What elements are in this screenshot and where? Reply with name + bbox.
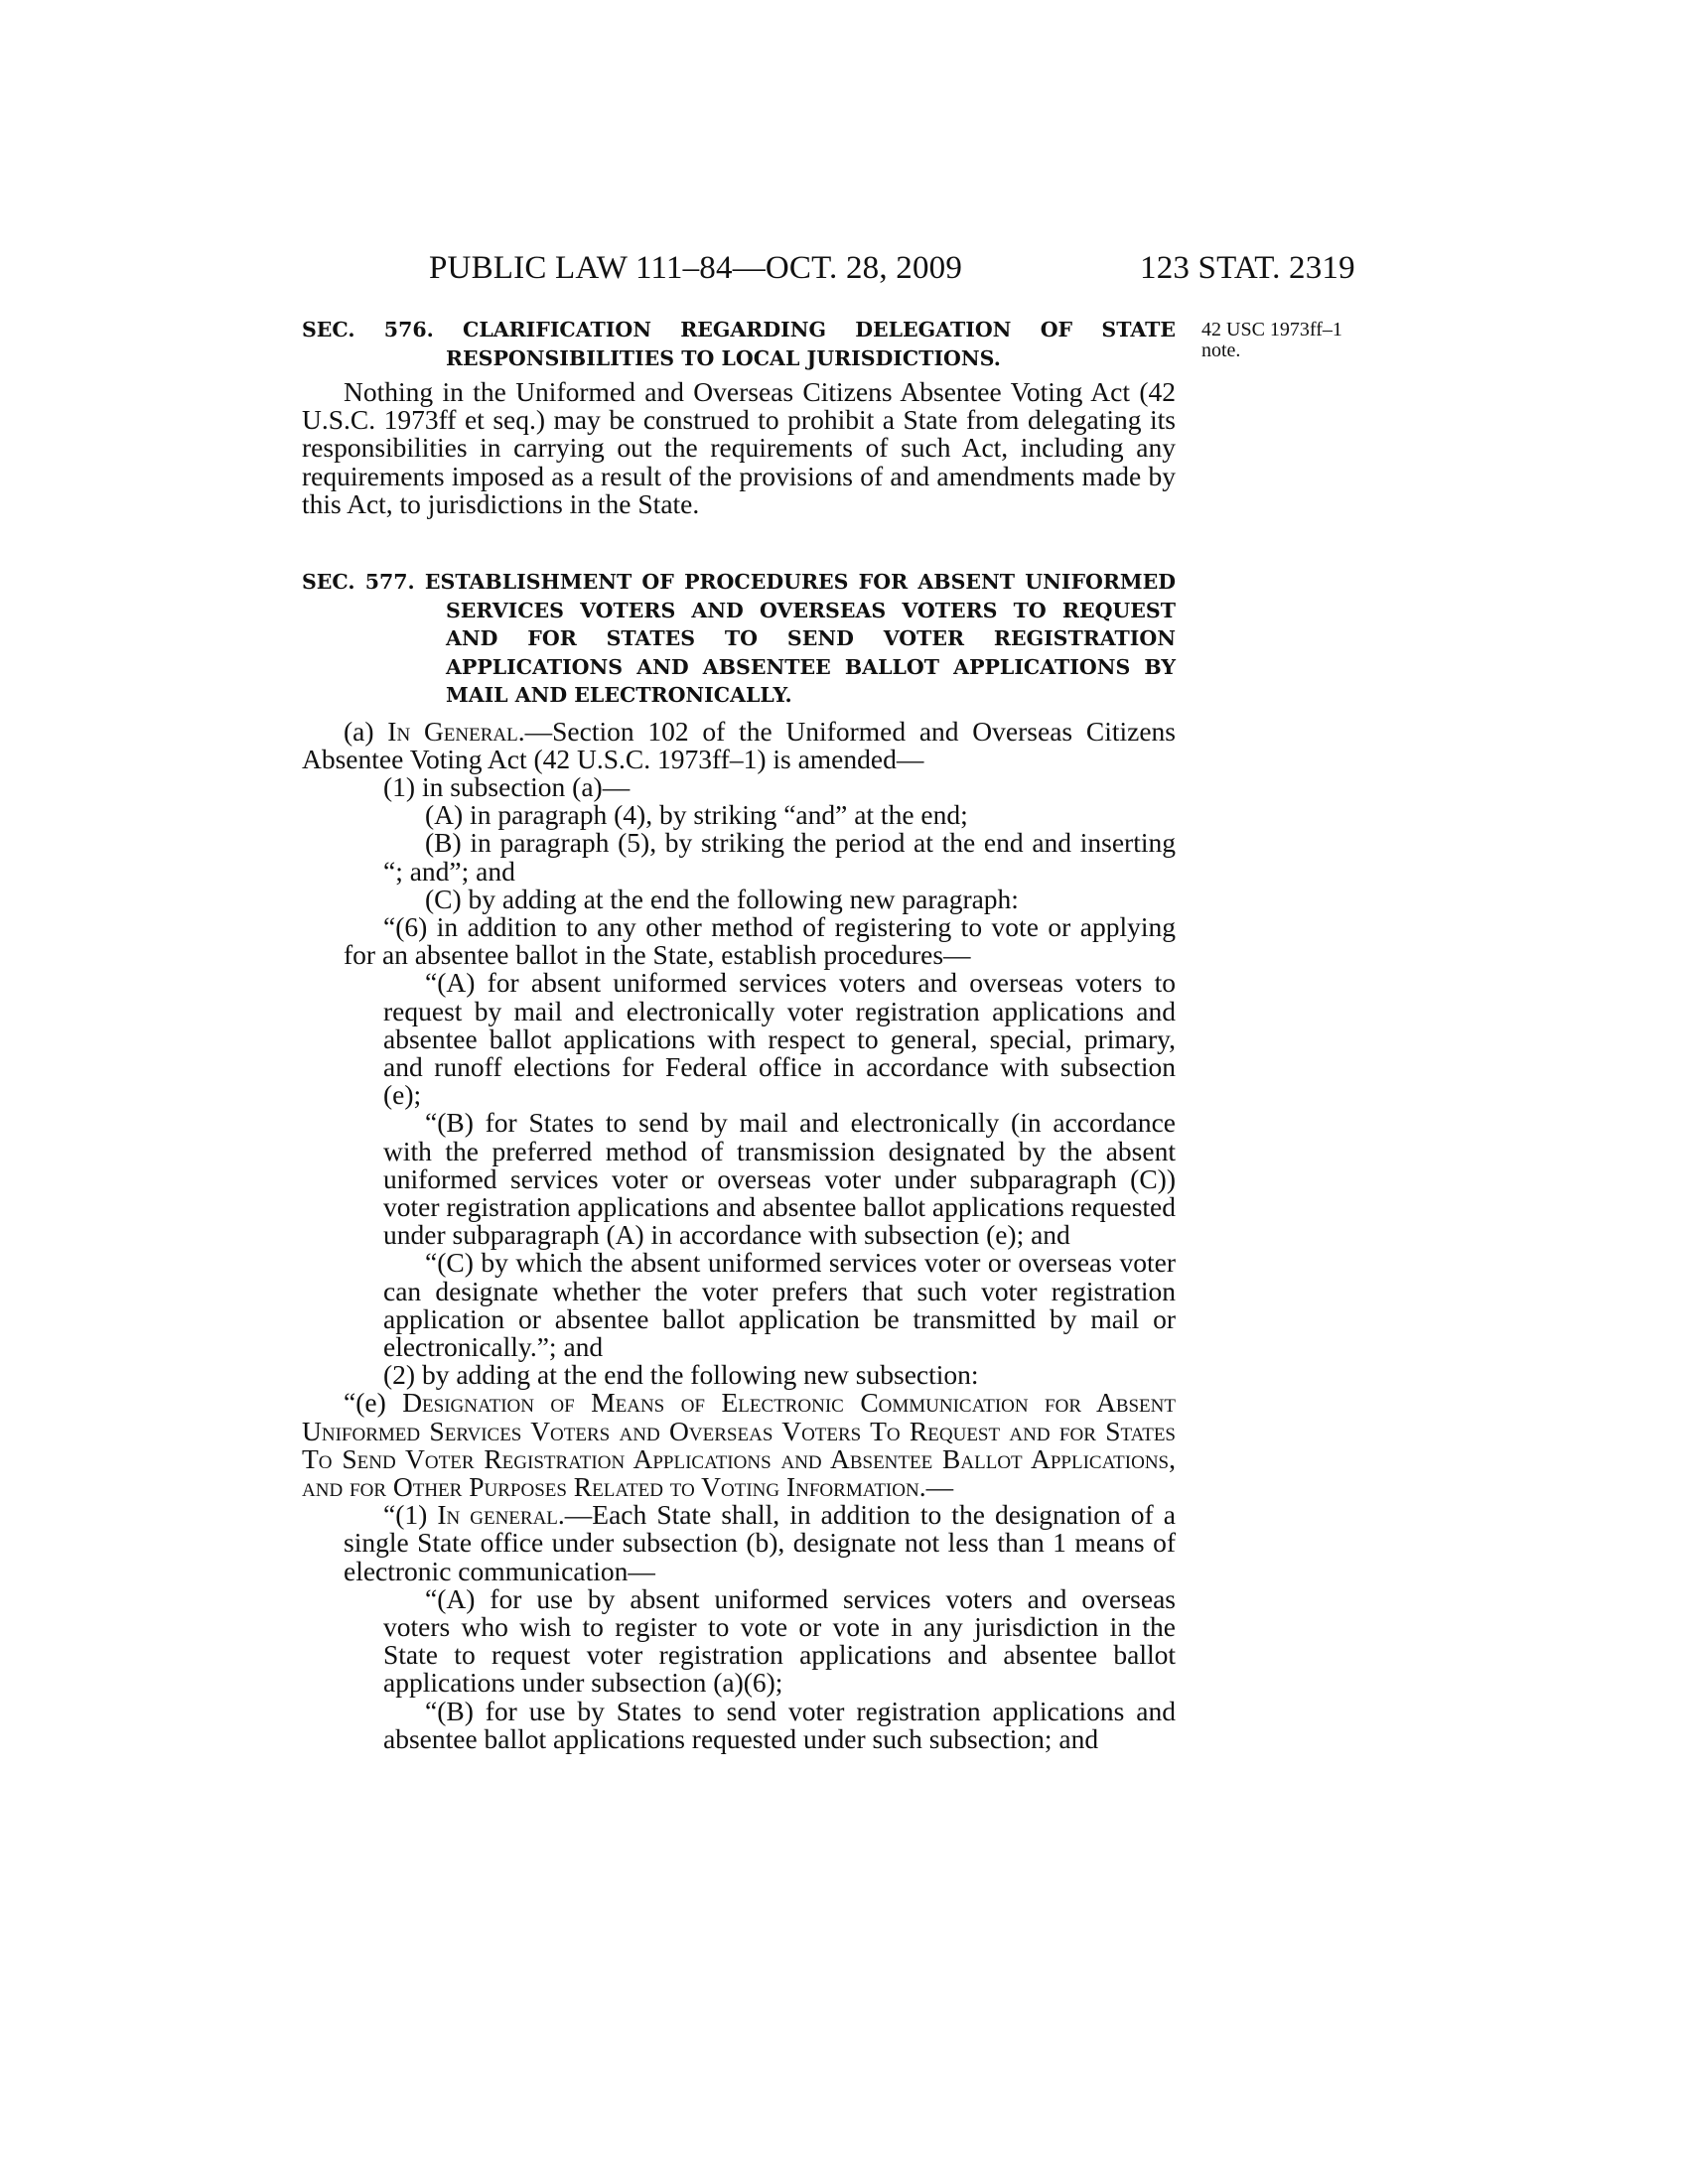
section-577 xyxy=(302,568,1176,1753)
quoted-paragraph-6-B: “(B) for States to send by mail and electronically (in accordance with the preferred method of transmission designated by the absent uniformed services voter or overseas voter under subparagraph (C)) voter registration applications and absentee ballot applications requested under subparagraph (A) in accordance with subsection (e); and xyxy=(383,1107,1176,1251)
section-576 xyxy=(302,316,1176,518)
paragraph-1-B: (B) in paragraph (5), by striking the period at the end and inserting “; and”; and xyxy=(383,827,1176,887)
subsection-a-heading: In General xyxy=(387,715,518,747)
paragraph-1-A: (A) in paragraph (4), by striking “and” at the end; xyxy=(425,799,968,831)
quoted-paragraph-6: “(6) in addition to any other method of registering to vote or applying for an absentee ballot in the State, establish procedures— xyxy=(344,910,1176,971)
section-576-heading: SEC. 576. CLARIFICATION REGARDING DELEGATION OF STATE RESPONSIBILITIES TO LOCAL JURISDICTIONS. xyxy=(302,318,1176,370)
section-577-heading: SEC. 577. ESTABLISHMENT OF PROCEDURES FOR ABSENT UNIFORMED SERVICES VOTERS AND OVERSEAS VOTERS TO REQUEST AND FOR STATES TO SEND VOTER REGISTRATION APPLICATIONS AND ABSENTEE BALLOT APPLICATIONS BY MAIL AND ELECTRONICALLY. xyxy=(302,570,1176,707)
statute-page-number: 123 STAT. 2319 xyxy=(1140,250,1355,286)
paragraph-2: (2) by adding at the end the following new subsection: xyxy=(383,1359,979,1391)
quoted-paragraph-e-1-B: “(B) for use by States to send voter registration applications and absentee ballot applications requested under such subsection; and xyxy=(383,1695,1176,1754)
paragraph-1: (1) in subsection (a)— xyxy=(383,770,631,802)
paragraph-e-1-text: .—Each State shall, in addition to the designation of a single State office under subsection (b), designate not less than 1 means of electronic communication— xyxy=(344,1499,1176,1586)
quoted-paragraph-e-1-A: “(A) for use by absent uniformed services voters and overseas voters who wish to register to vote or vote in any jurisdiction in the State to request voter registration applications and absentee ballot applications under subsection (a)(6); xyxy=(383,1582,1176,1699)
subsection-e-tail: .— xyxy=(918,1470,954,1502)
margin-note-citation: 42 USC 1973ff–1 xyxy=(1201,319,1342,341)
paragraph-e-1-label: “(1) xyxy=(383,1499,438,1531)
paragraph-1-C: (C) by adding at the end the following new paragraph: xyxy=(425,883,1019,914)
quoted-paragraph-e-1 xyxy=(302,1501,1176,1585)
subsection-a xyxy=(302,715,1176,774)
subsection-e-heading: Designation of Means of Electronic Communication for Absent Uniformed Services Voters and Overseas Voters To Request and for States To Send Voter Registration Applications and Absentee Ballot Applications, and for Other Purposes Related to Voting Information xyxy=(302,1387,1176,1502)
paragraph-e-1-heading: In general xyxy=(437,1499,558,1531)
subsection-e-label: “(e) xyxy=(344,1387,403,1419)
margin-note xyxy=(1201,320,1342,361)
subsection-a-text: .—Section 102 of the Uniformed and Overseas Citizens Absentee Voting Act (42 U.S.C. 1973ff–1) is amended— xyxy=(302,715,1176,774)
running-header-title: PUBLIC LAW 111–84—OCT. 28, 2009 xyxy=(429,250,963,286)
quoted-paragraph-6-C: “(C) by which the absent uniformed services voter or overseas voter can designate whether the voter prefers that such voter registration application or absentee ballot application be transmitted by mail or electronically.”; and xyxy=(383,1247,1176,1362)
margin-note-label: note. xyxy=(1201,340,1241,361)
quoted-subsection-e xyxy=(302,1389,1176,1501)
section-576-body: Nothing in the Uniformed and Overseas Citizens Absentee Voting Act (42 U.S.C. 1973ff et seq.) may be construed to prohibit a State from delegating its responsibilities in carrying out the requirements of such Act, including any requirements imposed as a result of the provisions of and amendments made by this Act, to jurisdictions in the State. xyxy=(302,376,1176,519)
quoted-paragraph-6-A: “(A) for absent uniformed services voters and overseas voters to request by mail and electronically voter registration applications and absentee ballot applications with respect to general, special, primary, and runoff elections for Federal office in accordance with subsection (e); xyxy=(383,967,1176,1111)
subsection-a-label: (a) xyxy=(344,715,388,747)
